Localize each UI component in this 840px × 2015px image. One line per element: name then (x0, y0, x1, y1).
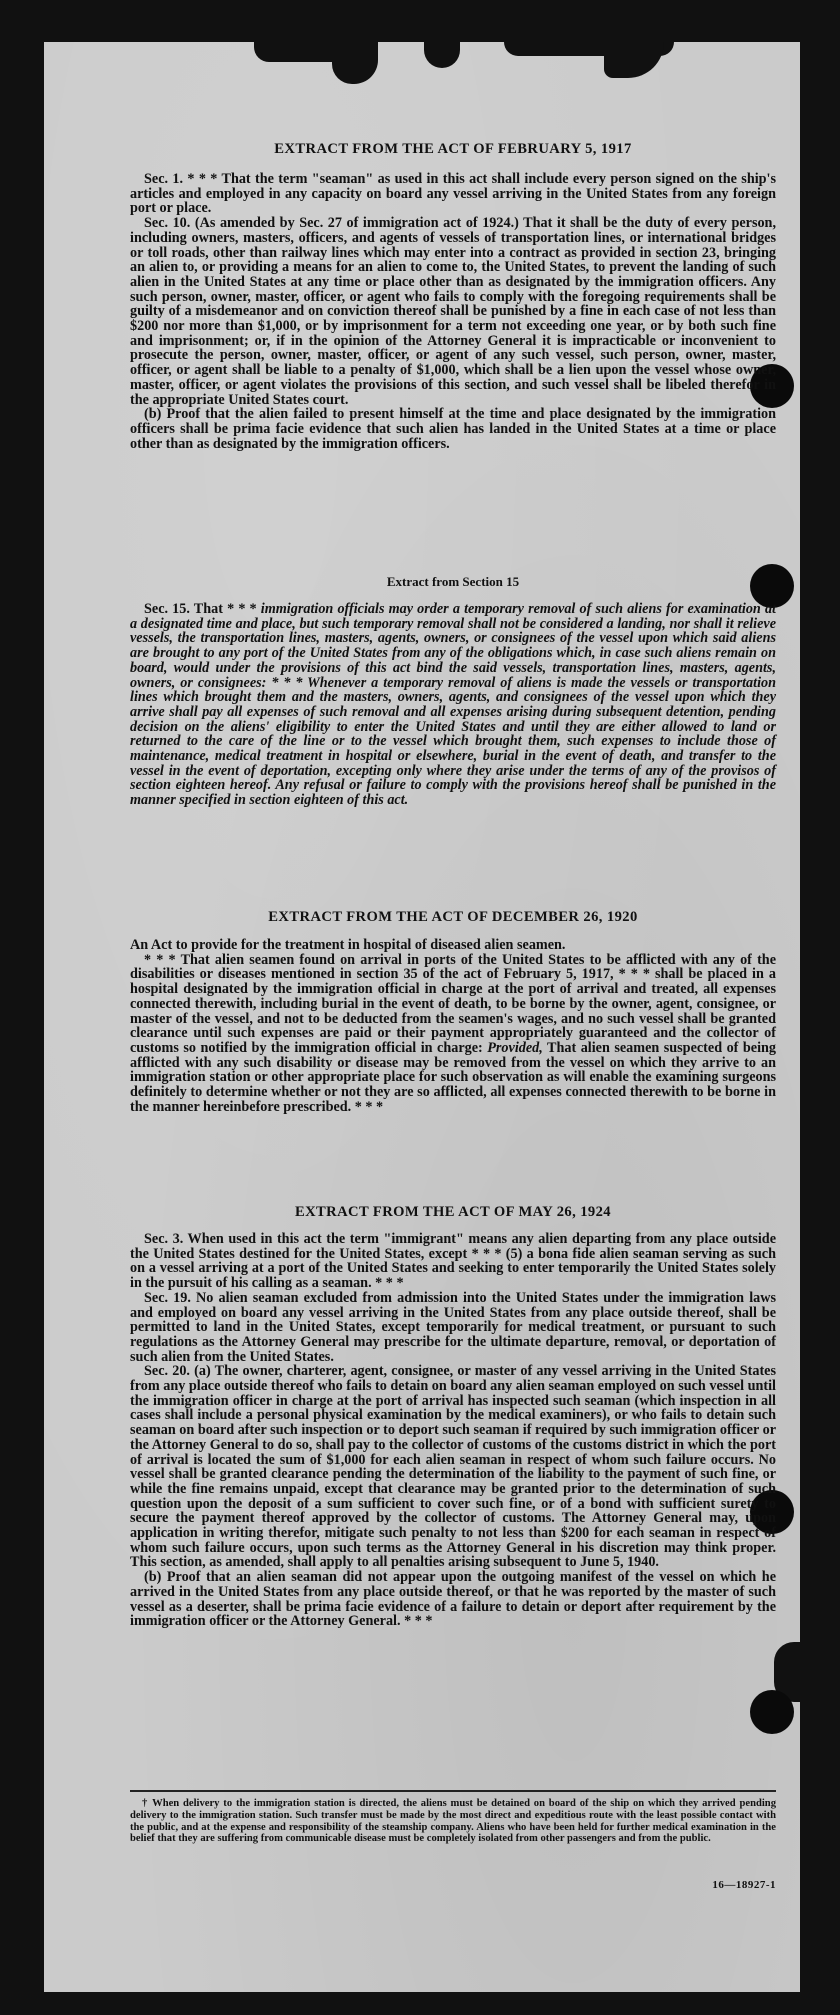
paragraph-sec15-lead: Sec. 15. That * * * (144, 601, 261, 617)
heading-act-1924: EXTRACT FROM THE ACT OF MAY 26, 1924 (294, 1204, 612, 1220)
paragraph-1924-sec3: Sec. 3. When used in this act the term "immigrant" means any alien departing from any place outside the United States destined for the United States, except * * * (5) a bona fide alien seaman serving as such on a vessel arriving at a port of the United States and seeking to enter temporarily the United States solely in the pursuit of his calling as a seaman. * * * (130, 1231, 776, 1292)
section-1924 (130, 1232, 776, 1629)
paragraph-1920-title: An Act to provide for the treatment in hospital of diseased alien seamen. (130, 937, 566, 953)
section-15 (130, 602, 776, 808)
paragraph-sec10b: (b) Proof that the alien failed to present himself at the time and place designated by the immigration officers shall be prima facie evidence that such alien has landed in the United States at a time or place other than as designated by the immigration officers. (130, 406, 776, 452)
paragraph-1920-tail: That alien seamen suspected of being afflicted with any such disability or disease may be removed from the vessel on which they arrive to an immigration station or other appropriate place for such observation as will enable the examining surgeons definitely to determine whether or not they are so afflicted, all expenses connected therewith to be borne in the manner hereinbefore prescribed. * * * (130, 1039, 776, 1115)
paragraph-sec15-body: immigration officials may order a temporary removal of such aliens for examination at a designated time and place, but such temporary removal shall not be considered a landing, nor shall it relieve vessels, the transportation lines, masters, agents, owners, or consignees of the vessel upon which said aliens are brought to any port of the United States from any of the obligations which, in case such aliens remain on board, would under the provisions of this act bind the said vessels, transportation lines, masters, agents, owners, or consignees: * * * Whenever a temporary removal of aliens is made the vessels or transportation lines which brought them and the masters, owners, agents, and consignees of the vessel upon which they arrive shall pay all expenses of such removal and all expenses arising during subsequent detention, pending decision on the aliens' eligibility to enter the United States and until they are either allowed to land or returned to the care of the line or to the vessel which brought them, such expenses to include those of maintenance, medical treatment in hospital or elsewhere, burial in the event of death, and transfer to the vessel in the event of deportation, excepting only where they arise under the terms of any of the provisos of section eighteen hereof. Any refusal or failure to comply with the provisions hereof shall be punished in the manner specified in section eighteen of this act. (130, 601, 776, 809)
paragraph-1920-lead: * * * That alien seamen found on arrival in ports of the United States to be afflicted with any of the disabilities or diseases mentioned in section 35 of the act of February 5, 1917, * * * shall be placed in a hospital designated by the immigration official in charge at the port of arrival and treated, all expenses connected therewith, including burial in the event of death, to be borne by the owner, agent, consignee, or master of the vessel, and not to be deducted from the seamen's wages, and no such vessel shall be granted clearance until such expenses are paid or their payment appropriately guaranteed and the collector of customs so notified by the immigration official in charge: (130, 951, 776, 1056)
paragraph-1924-sec19: Sec. 19. No alien seaman excluded from admission into the United States under the immigration laws and employed on board any vessel arriving in the United States from any place outside thereof, shall be permitted to land in the United States, except temporarily for medical treatment, or pursuant to such regulations as the Attorney General may prescribe for the ultimate departure, removal, or deportation of such alien from the United States. (130, 1289, 776, 1365)
paragraph-sec1: Sec. 1. * * * That the term "seaman" as used in this act shall include every person signed on the ship's articles and employed in any capacity on board any vessel arriving in the United States from any foreign port or place. (130, 171, 776, 217)
paragraph-1924-sec20a: Sec. 20. (a) The owner, charterer, agent, consignee, or master of any vessel arriving in the United States from any place outside thereof who fails to detain on board any alien seaman employed on such vessel until the immigration officer in charge at the port of arrival has inspected such seaman (which inspection in all cases shall include a personal physical examination by the medical examiners), or who fails to detain such seaman on board after such inspection or to deport such seaman if required by such immigration officer or the Attorney General to do so, shall pay to the collector of customs of the customs district in which the port of arrival is located the sum of $1,000 for each alien seaman in respect of whom such failure occurs. No vessel shall be granted clearance pending the determination of the liability to the payment of such fine, or while the fine remains unpaid, except that clearance may be granted prior to the determination of such question upon the deposit of a sum sufficient to cover such fine, or of a bond with sufficient surety to secure the payment thereof approved by the collector of customs. The Attorney General may, upon application in writing therefor, mitigate such penalty to not less than $200 for each seaman in respect of whom such failure occurs, upon such terms as the Attorney General in his discretion may think proper. This section, as amended, shall apply to all penalties arising subsequent to June 5, 1940. (130, 1363, 776, 1571)
footnote (130, 1798, 776, 1845)
torn-edge (332, 42, 378, 84)
paragraph-1920-body (130, 953, 776, 1115)
heading-act-1920: EXTRACT FROM THE ACT OF DECEMBER 26, 1920 (268, 909, 638, 925)
form-code: 16—18927-1 (712, 1879, 776, 1891)
torn-edge (424, 42, 460, 68)
paragraph-sec10a: Sec. 10. (As amended by Sec. 27 of immigration act of 1924.) That it shall be the duty of every person, including owners, masters, officers, and agents of vessels of transportation lines, or international bridges or toll roads, other than railway lines which may enter into a contract as provided in section 23, bringing an alien to, or providing a means for an alien to come to, the United States, to prevent the landing of such alien in the United States at any time or place other than as designated by the immigration officers. Any such person, owner, master, officer, or agent who fails to comply with the foregoing requirements shall be guilty of a misdemeanor and on conviction thereof shall be punished by a fine in each case of not less than $200 nor more than $1,000, or by imprisonment for a term not exceeding one year, or by both such fine and imprisonment; or, if in the opinion of the Attorney General it is impracticable or inconvenient to prosecute the person, owner, master, officer, or agent of any such vessel, such person, owner, master, officer, or agent shall be liable to a penalty of $1,000, which shall be a lien upon the vessel whose owner, master, officer, or agent violates the provisions of this section, and such vessel shall be libeled therefor in the appropriate United States court. (130, 215, 776, 408)
subheading-section-15: Extract from Section 15 (386, 574, 520, 589)
paragraph-sec15 (130, 602, 776, 808)
paragraph-1920-provided: Provided, (487, 1039, 543, 1056)
document-page (44, 42, 800, 1992)
footnote-text: † When delivery to the immigration station is directed, the aliens must be detained on board of the ship on which they arrived pending delivery to the immigration station. Such transfer must be made by the most direct and expeditious route with the least possible contact with the public, and at the expense and responsibility of the steamship company. Aliens who have been held for further medical examination in the belief that they are suffering from communicable disease must be completely isolated from other passengers and from the public. (130, 1798, 776, 1845)
section-1920 (130, 938, 776, 1114)
punch-hole (750, 1690, 794, 1734)
footnote-divider (130, 1790, 776, 1792)
paragraph-1924-sec20b: (b) Proof that an alien seaman did not appear upon the outgoing manifest of the vessel on which he arrived in the United States from any place outside thereof, or that he was reported by the master of such vessel as a deserter, shall be prima facie evidence of a failure to detain or deport after requirement by the immigration officer or the Attorney General. * * * (130, 1569, 776, 1630)
heading-act-1917: EXTRACT FROM THE ACT OF FEBRUARY 5, 1917 (274, 141, 632, 157)
torn-edge (604, 42, 664, 78)
section-1917-part-1 (130, 172, 776, 451)
